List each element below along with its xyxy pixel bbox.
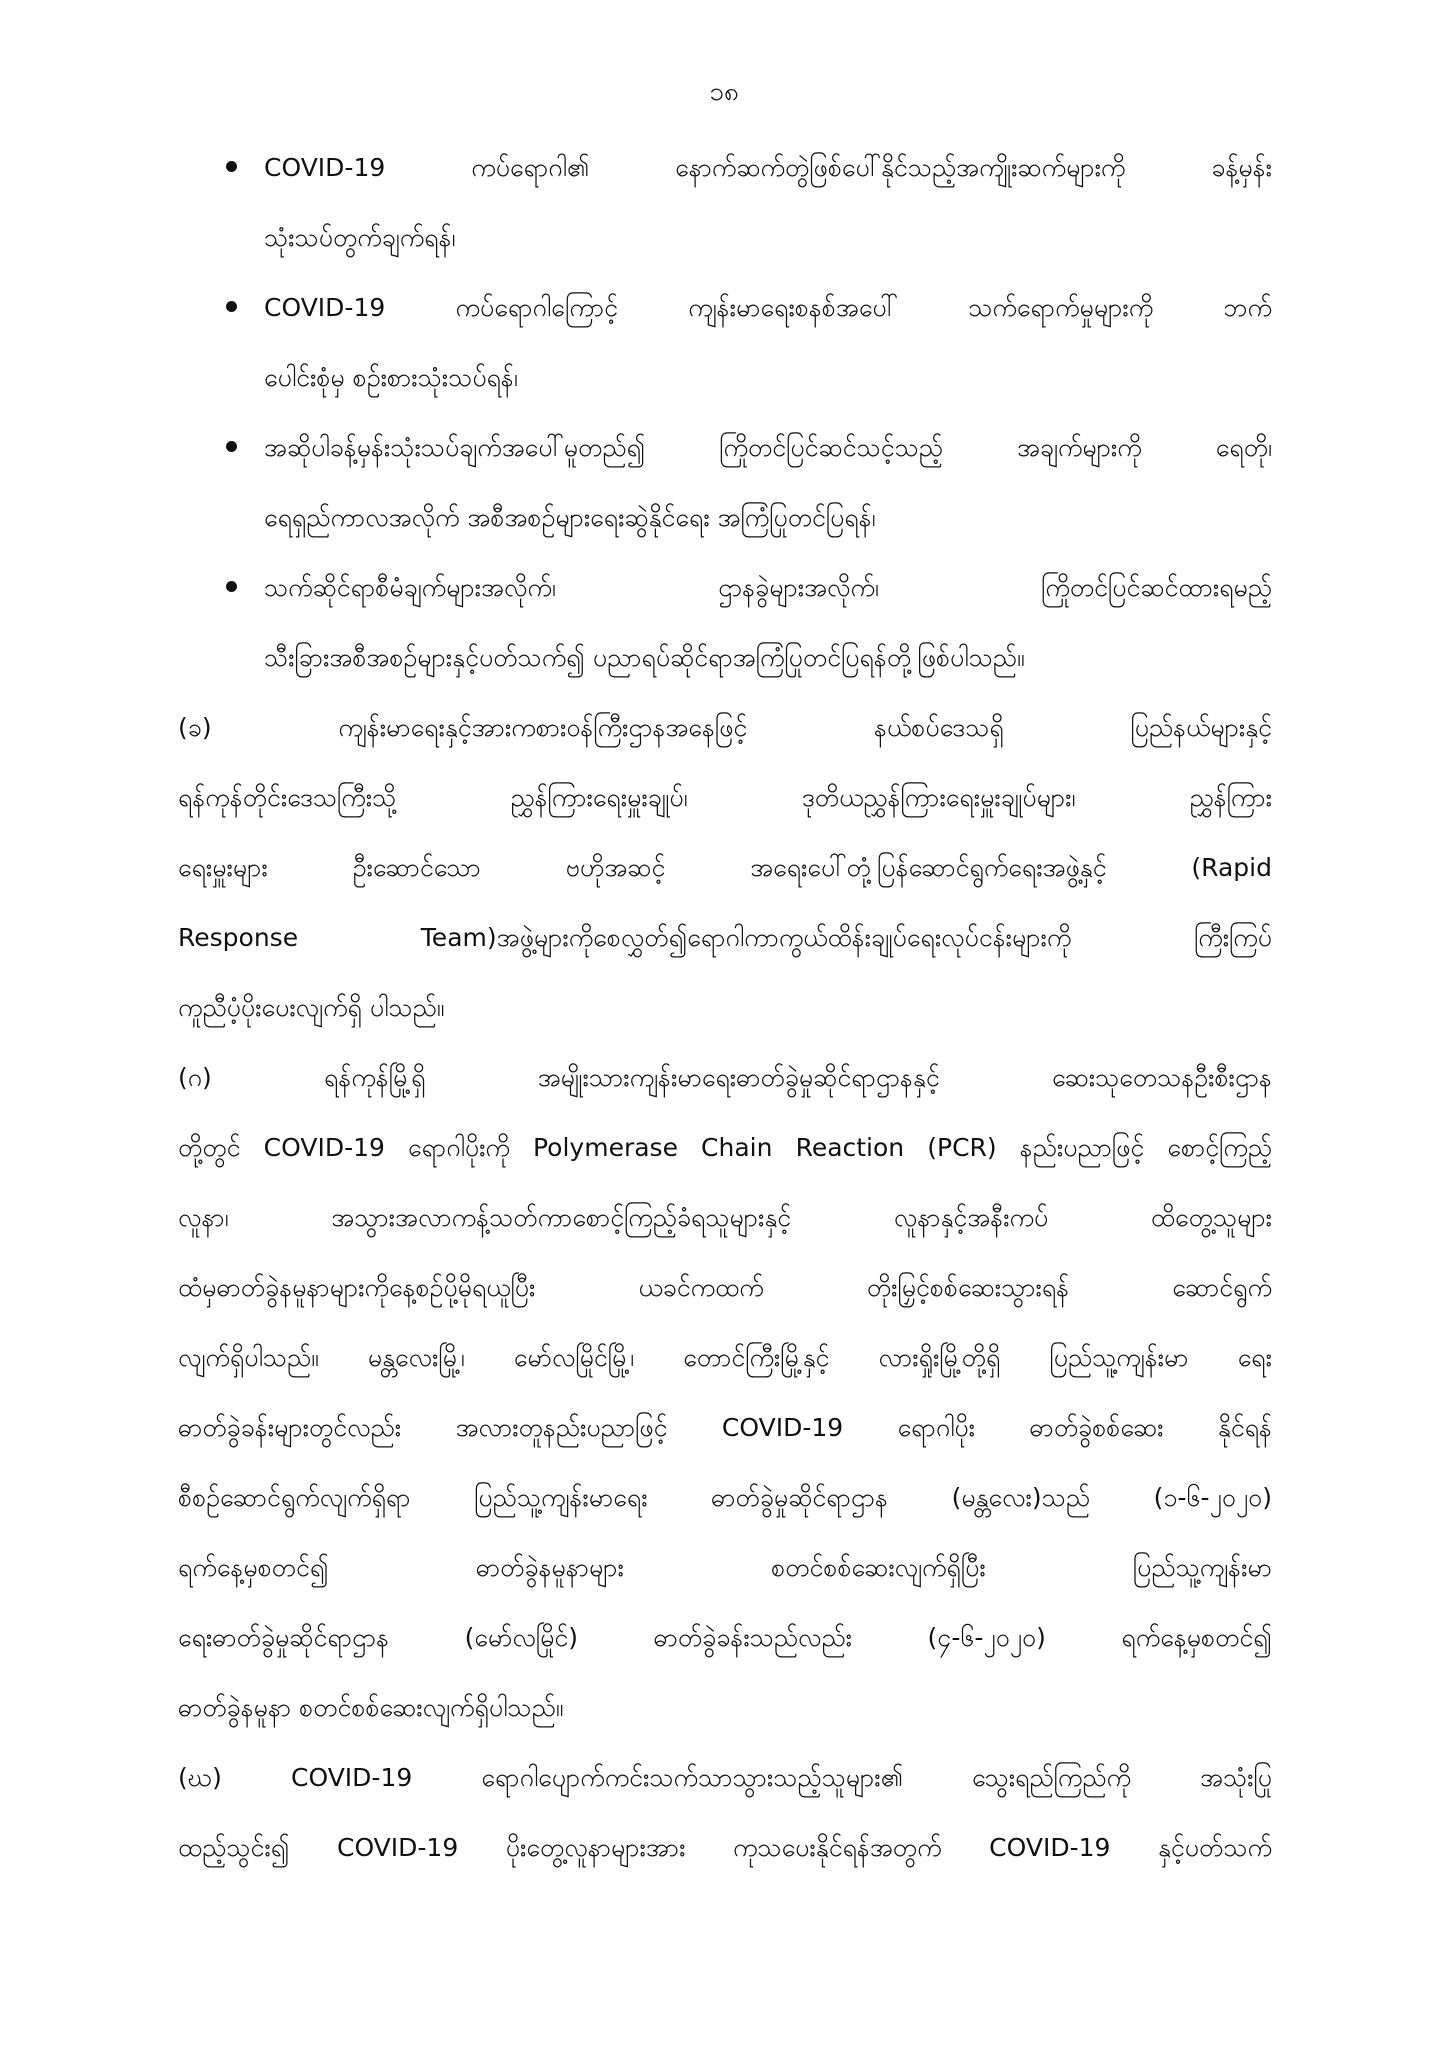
bullet-item <box>178 428 1272 568</box>
text-line: ဓာတ်ခွဲခန်းများတွင်လည်း အလားတူနည်းပညာဖြင့် COVID-19 ရောဂါပိုး ဓာတ်ခွဲစစ်ဆေး နိုင်ရန် <box>178 1413 1272 1442</box>
paragraph-gha <box>178 1758 1272 1898</box>
text-line: အဆိုပါခန့်မှန်းသုံးသပ်ချက်အပေါ်မူတည်၍ ကြိုတင်ပြင်ဆင်သင့်သည့် အချက်များကို ရေတို၊ <box>264 433 1272 462</box>
bullet-list <box>178 148 1272 708</box>
text-line: လျက်ရှိပါသည်။ မန္တလေးမြို့၊ မော်လမြိုင်မြို့၊ တောင်ကြီးမြို့နှင့် လားရှိုးမြို့တို့ရှိ ပြည်သူ့ကျန်းမာ ရေး <box>178 1343 1272 1372</box>
text-line: (ဃ) COVID-19 ရောဂါပျောက်ကင်းသက်သာသွားသည့်သူများ၏ သွေးရည်ကြည်ကို အသုံးပြု <box>178 1763 1272 1792</box>
text-line: ထံမှဓာတ်ခွဲနမူနာများကိုနေ့စဉ်ပို့မိုရယူပြီး ယခင်ကထက် တိုးမြှင့်စစ်ဆေးသွားရန် ဆောင်ရွက် <box>178 1273 1272 1302</box>
bullet-dot-icon <box>226 301 237 312</box>
page-number: ၁၈ <box>709 77 739 107</box>
bullet-item <box>178 568 1272 708</box>
text-line: (ခ) ကျန်းမာရေးနှင့်အားကစားဝန်ကြီးဌာနအနေဖြင့် နယ်စပ်ဒေသရှိ ပြည်နယ်များနှင့် <box>178 713 1272 742</box>
text-line: သုံးသပ်တွက်ချက်ရန်၊ <box>264 223 456 252</box>
text-line: ကူညီပံ့ပိုးပေးလျက်ရှိ ပါသည်။ <box>178 993 445 1022</box>
bullet-dot-icon <box>226 441 237 452</box>
text-line: လူနာ၊ အသွားအလာကန့်သတ်ကာစောင့်ကြည့်ခံရသူများနှင့် လူနာနှင့်အနီးကပ် ထိတွေ့သူများ <box>178 1203 1272 1232</box>
text-line: ပေါင်းစုံမှ စဉ်းစားသုံးသပ်ရန်၊ <box>264 363 518 392</box>
text-line: (ဂ) ရန်ကုန်မြို့ရှိ အမျိုးသားကျန်းမာရေးဓာတ်ခွဲမှုဆိုင်ရာဌာနနှင့် ဆေးသုတေသနဦးစီးဌာန <box>178 1063 1272 1092</box>
paragraph-ga <box>178 1058 1272 1758</box>
text-line: Response Team)အဖွဲ့များကိုစေလွှတ်၍ရောဂါကာကွယ်ထိန်းချုပ်ရေးလုပ်ငန်းများကို ကြီးကြပ် <box>178 923 1272 952</box>
text-line: သက်ဆိုင်ရာစီမံချက်များအလိုက်၊ ဌာနခွဲများအလိုက်၊ ကြိုတင်ပြင်ဆင်ထားရမည့် <box>264 573 1272 602</box>
bullet-dot-icon <box>226 581 237 592</box>
text-line: ဓာတ်ခွဲနမူနာ စတင်စစ်ဆေးလျက်ရှိပါသည်။ <box>178 1693 564 1722</box>
text-line: သီးခြားအစီအစဉ်များနှင့်ပတ်သက်၍ ပညာရပ်ဆိုင်ရာအကြံပြုတင်ပြရန်တို့ဖြစ်ပါသည်။ <box>264 643 1025 672</box>
paragraph-kha <box>178 708 1272 1058</box>
bullet-item <box>178 148 1272 288</box>
text-line: စီစဉ်ဆောင်ရွက်လျက်ရှိရာ ပြည်သူ့ကျန်းမာရေး ဓာတ်ခွဲမှုဆိုင်ရာဌာန (မန္တလေး)သည် (၁-၆-၂၀၂၀) <box>178 1483 1272 1512</box>
text-line: ရန်ကုန်တိုင်းဒေသကြီးသို့ ညွှန်ကြားရေးမှူးချုပ်၊ ဒုတိယညွှန်ကြားရေးမှူးချုပ်များ၊ ညွှန်ကြား <box>178 783 1272 812</box>
text-line: ထည့်သွင်း၍ COVID-19 ပိုးတွေ့လူနာများအား ကုသပေးနိုင်ရန်အတွက် COVID-19 နှင့်ပတ်သက် <box>178 1833 1272 1862</box>
text-line: ရက်နေ့မှစတင်၍ ဓာတ်ခွဲနမူနာများ စတင်စစ်ဆေးလျက်ရှိပြီး ပြည်သူ့ကျန်းမာ <box>178 1553 1272 1582</box>
bullet-item <box>178 288 1272 428</box>
text-line: တို့တွင် COVID-19 ရောဂါပိုးကို Polymerase Chain Reaction (PCR) နည်းပညာဖြင့် စောင့်ကြည့် <box>178 1133 1272 1162</box>
bullet-dot-icon <box>226 161 237 172</box>
page-content <box>178 148 1272 1898</box>
text-line: ရေရှည်ကာလအလိုက် အစီအစဉ်များရေးဆွဲနိုင်ရေး အကြံပြုတင်ပြရန်၊ <box>264 503 876 532</box>
text-line: ရေးဓာတ်ခွဲမှုဆိုင်ရာဌာန (မော်လမြိုင်) ဓာတ်ခွဲခန်းသည်လည်း (၄-၆-၂၀၂၀) ရက်နေ့မှစတင်၍ <box>178 1623 1272 1652</box>
text-line: COVID-19 ကပ်ရောဂါကြောင့် ကျန်းမာရေးစနစ်အပေါ် သက်ရောက်မှုများကို ဘက် <box>264 293 1272 322</box>
text-line: COVID-19 ကပ်ရောဂါ၏ နောက်ဆက်တွဲဖြစ်ပေါ်နိုင်သည့်အကျိုးဆက်များကို ခန့်မှန်း <box>264 153 1272 182</box>
text-line: ရေးမှူးများ ဦးဆောင်သော ဗဟိုအဆင့် အရေးပေါ်တုံ့ပြန်ဆောင်ရွက်ရေးအဖွဲ့နှင့် (Rapid <box>178 853 1272 882</box>
